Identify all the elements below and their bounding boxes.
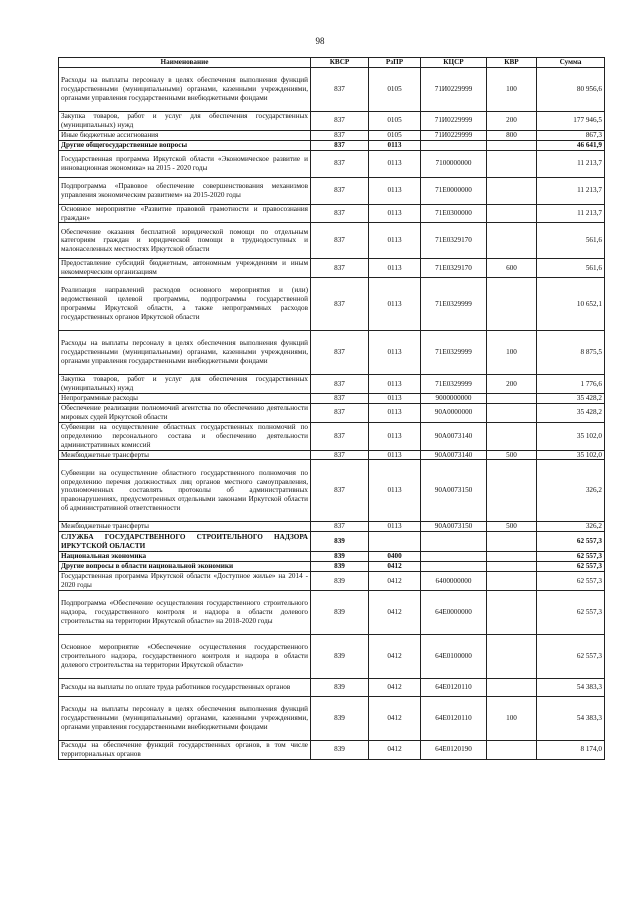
table-row [59,532,605,552]
cell-kvsr: 837 [311,403,369,422]
cell-rzpr: 0412 [369,634,421,678]
cell-kvr: 500 [487,450,537,460]
cell-kcsr: 9000000000 [421,394,487,404]
table-row [59,572,605,591]
cell-sum: 62 557,3 [537,562,605,572]
cell-kvr: 100 [487,331,537,375]
cell-sum: 11 213,7 [537,204,605,223]
table-row [59,450,605,460]
cell-kvr [487,590,537,634]
table-row [59,422,605,450]
cell-kcsr: 71Е0329170 [421,223,487,259]
cell-sum: 326,2 [537,460,605,522]
cell-kvsr: 837 [311,68,369,112]
cell-rzpr: 0113 [369,375,421,394]
cell-rzpr: 0113 [369,403,421,422]
cell-kvsr: 839 [311,590,369,634]
cell-kvsr: 837 [311,450,369,460]
cell-kvsr: 837 [311,150,369,177]
table-row [59,223,605,259]
table-row [59,634,605,678]
cell-kcsr: 7100000000 [421,150,487,177]
cell-name: Субвенции на осуществление областного государственного полномочия по определению перечня должностных лиц органов местного самоуправления, уполномоченных составлять протоколы об административных правонарушениях, предусмотренных отдельными законами Иркутской области об административной ответственности [59,460,311,522]
cell-kvsr: 837 [311,177,369,204]
cell-sum: 46 641,9 [537,140,605,150]
cell-name: Иные бюджетные ассигнования [59,130,311,140]
cell-rzpr: 0105 [369,112,421,131]
cell-kvr [487,140,537,150]
cell-name: Межбюджетные трансферты [59,522,311,532]
cell-kcsr: 90А0073150 [421,460,487,522]
cell-name: Национальная экономика [59,552,311,562]
cell-kvsr: 839 [311,572,369,591]
table-row [59,375,605,394]
cell-kcsr: 90А0000000 [421,403,487,422]
cell-kcsr: 64Е0120110 [421,696,487,740]
cell-kcsr: 71Е0300000 [421,204,487,223]
cell-sum: 62 557,3 [537,572,605,591]
cell-kvr [487,394,537,404]
cell-name: Другие общегосударственные вопросы [59,140,311,150]
table-row [59,68,605,112]
cell-kvr: 600 [487,259,537,278]
cell-name: Обеспечение реализации полномочий агентства по обеспечению деятельности мировых судей Иркутской области [59,403,311,422]
cell-kcsr: 6400000000 [421,572,487,591]
table-row [59,696,605,740]
cell-name: Закупка товаров, работ и услуг для обеспечения государственных (муниципальных) нужд [59,112,311,131]
cell-kvsr: 837 [311,422,369,450]
cell-name: Расходы на обеспечение функций государственных органов, в том числе территориальных органов [59,740,311,759]
cell-rzpr: 0113 [369,223,421,259]
cell-name: Обеспечение оказания бесплатной юридической помощи по отдельным категориям граждан и юридической помощи в труднодоступных и малонаселенных местностях Иркутской области [59,223,311,259]
cell-kvr [487,177,537,204]
cell-kvr: 100 [487,68,537,112]
cell-name: Подпрограмма «Обеспечение осуществления государственного строительного надзора, государственного контроля и надзора в области долевого строительства на территории Иркутской области» на 2018-2020 годы [59,590,311,634]
table-header-row [59,58,605,68]
cell-rzpr: 0113 [369,422,421,450]
table-row [59,403,605,422]
cell-kcsr: 71Е0329999 [421,278,487,331]
cell-kvsr: 839 [311,678,369,696]
cell-kvsr: 837 [311,331,369,375]
cell-kvsr: 837 [311,394,369,404]
cell-sum: 62 557,3 [537,552,605,562]
cell-kvr [487,204,537,223]
table-row [59,130,605,140]
col-header-kvsr: КВСР [311,58,369,68]
col-header-name: Наименование [59,58,311,68]
cell-name: Расходы на выплаты по оплате труда работников государственных органов [59,678,311,696]
cell-kvr [487,278,537,331]
cell-name: Реализация направлений расходов основного мероприятия и (или) ведомственной целевой программы, подпрограммы государственной программы Иркутской области, а также непрограммных расходов государственных органов Иркутской области [59,278,311,331]
cell-rzpr: 0113 [369,204,421,223]
cell-kcsr [421,562,487,572]
cell-name: Предоставление субсидий бюджетным, автономным учреждениям и иным некоммерческим организациям [59,259,311,278]
cell-kvr [487,460,537,522]
cell-kvr: 200 [487,375,537,394]
cell-rzpr: 0412 [369,696,421,740]
table-row [59,140,605,150]
cell-name: Основное мероприятие «Обеспечение осуществления государственного строительного надзора, государственного контроля и надзора в области долевого строительства на территории Иркутской области» [59,634,311,678]
table-row [59,590,605,634]
cell-kcsr [421,552,487,562]
cell-kcsr: 90А0073140 [421,422,487,450]
cell-kvr [487,552,537,562]
cell-rzpr: 0113 [369,150,421,177]
cell-kcsr: 71Е0329170 [421,259,487,278]
table-row [59,177,605,204]
cell-kvsr: 839 [311,562,369,572]
cell-kvsr: 837 [311,259,369,278]
cell-name: Основное мероприятие «Развитие правовой грамотности и правосознания граждан» [59,204,311,223]
cell-rzpr: 0113 [369,460,421,522]
cell-sum: 62 557,3 [537,590,605,634]
cell-kvsr: 837 [311,278,369,331]
cell-name: Расходы на выплаты персоналу в целях обеспечения выполнения функций государственными (муниципальными) органами, казенными учреждениями, органами управления государственными внебюджетными фондами [59,696,311,740]
budget-table [58,57,605,760]
col-header-sum: Сумма [537,58,605,68]
cell-rzpr: 0412 [369,678,421,696]
cell-rzpr [369,532,421,552]
cell-sum: 8 875,5 [537,331,605,375]
cell-sum: 80 956,6 [537,68,605,112]
cell-kcsr: 71И0229999 [421,130,487,140]
table-row [59,150,605,177]
page-number: 98 [315,36,325,46]
cell-sum: 326,2 [537,522,605,532]
cell-kvr [487,634,537,678]
cell-name: Государственная программа Иркутской области «Доступное жилье» на 2014 - 2020 годы [59,572,311,591]
cell-sum: 11 213,7 [537,177,605,204]
cell-kcsr: 71И0229999 [421,112,487,131]
col-header-kvr: КВР [487,58,537,68]
cell-kvsr: 837 [311,130,369,140]
cell-rzpr: 0113 [369,450,421,460]
cell-kvr [487,740,537,759]
cell-rzpr: 0412 [369,572,421,591]
cell-kvr [487,678,537,696]
cell-kcsr [421,140,487,150]
cell-rzpr: 0400 [369,552,421,562]
cell-name: Расходы на выплаты персоналу в целях обеспечения выполнения функций государственными (муниципальными) органами, казенными учреждениями, органами управления государственными внебюджетными фондами [59,68,311,112]
table-row [59,394,605,404]
cell-kcsr: 64Е0100000 [421,634,487,678]
cell-kvsr: 837 [311,112,369,131]
cell-rzpr: 0412 [369,562,421,572]
col-header-rzpr: РзПР [369,58,421,68]
cell-rzpr: 0113 [369,177,421,204]
cell-kvr [487,572,537,591]
cell-sum: 54 383,3 [537,678,605,696]
cell-kcsr: 71Е0329999 [421,331,487,375]
cell-kvr [487,422,537,450]
table-row [59,562,605,572]
cell-kvr: 200 [487,112,537,131]
cell-name: Подпрограмма «Правовое обеспечение совершенствования механизмов управления экономическим развитием» на 2015-2020 годы [59,177,311,204]
cell-name: Непрограммные расходы [59,394,311,404]
col-header-kcsr: КЦСР [421,58,487,68]
cell-sum: 8 174,0 [537,740,605,759]
cell-kvsr: 839 [311,634,369,678]
cell-rzpr: 0412 [369,590,421,634]
cell-sum: 62 557,3 [537,634,605,678]
cell-kcsr: 71И0229999 [421,68,487,112]
cell-kvsr: 837 [311,522,369,532]
cell-kvr: 100 [487,696,537,740]
cell-kcsr: 71Е0329999 [421,375,487,394]
cell-kvsr: 839 [311,696,369,740]
cell-sum: 10 652,1 [537,278,605,331]
cell-sum: 11 213,7 [537,150,605,177]
cell-kcsr: 64Е0000000 [421,590,487,634]
cell-name: Расходы на выплаты персоналу в целях обеспечения выполнения функций государственными (муниципальными) органами, казенными учреждениями, органами управления государственными внебюджетными фондами [59,331,311,375]
cell-kcsr: 64Е0120110 [421,678,487,696]
cell-sum: 1 776,6 [537,375,605,394]
cell-rzpr: 0412 [369,740,421,759]
cell-rzpr: 0113 [369,394,421,404]
cell-kcsr: 71Е0000000 [421,177,487,204]
table-row [59,112,605,131]
cell-name: Государственная программа Иркутской области «Экономическое развитие и инновационная экономика» на 2015 - 2020 годы [59,150,311,177]
cell-kvr: 500 [487,522,537,532]
cell-name: Субвенции на осуществление областных государственных полномочий по определению персонального состава и обеспечению деятельности административных комиссий [59,422,311,450]
table-row [59,259,605,278]
cell-name: Межбюджетные трансферты [59,450,311,460]
cell-sum: 561,6 [537,223,605,259]
cell-kvr [487,562,537,572]
cell-rzpr: 0113 [369,331,421,375]
cell-sum: 867,3 [537,130,605,140]
cell-kcsr: 90А0073140 [421,450,487,460]
table-row [59,204,605,223]
cell-sum: 35 428,2 [537,394,605,404]
cell-sum: 35 102,0 [537,450,605,460]
table-row [59,278,605,331]
cell-kcsr: 90А0073150 [421,522,487,532]
table-row [59,331,605,375]
cell-rzpr: 0113 [369,522,421,532]
table-row [59,678,605,696]
cell-kvsr: 837 [311,460,369,522]
cell-name: Другие вопросы в области национальной экономики [59,562,311,572]
table-row [59,460,605,522]
cell-rzpr: 0113 [369,259,421,278]
cell-kvsr: 837 [311,223,369,259]
cell-sum: 62 557,3 [537,532,605,552]
cell-rzpr: 0113 [369,278,421,331]
cell-kvsr: 837 [311,204,369,223]
cell-kvsr: 839 [311,532,369,552]
table-row [59,740,605,759]
cell-sum: 35 102,0 [537,422,605,450]
table-row [59,522,605,532]
cell-kvr [487,223,537,259]
cell-rzpr: 0113 [369,140,421,150]
cell-kvr: 800 [487,130,537,140]
cell-kvsr: 839 [311,552,369,562]
cell-sum: 177 946,5 [537,112,605,131]
cell-sum: 54 383,3 [537,696,605,740]
cell-kvr [487,403,537,422]
cell-kcsr: 64Е0120190 [421,740,487,759]
cell-sum: 35 428,2 [537,403,605,422]
cell-kvsr: 837 [311,140,369,150]
cell-kvr [487,150,537,177]
cell-kvsr: 839 [311,740,369,759]
cell-kvsr: 837 [311,375,369,394]
cell-rzpr: 0105 [369,68,421,112]
cell-kvr [487,532,537,552]
cell-name: Закупка товаров, работ и услуг для обеспечения государственных (муниципальных) нужд [59,375,311,394]
cell-rzpr: 0105 [369,130,421,140]
cell-sum: 561,6 [537,259,605,278]
cell-kcsr [421,532,487,552]
cell-name: СЛУЖБА ГОСУДАРСТВЕННОГО СТРОИТЕЛЬНОГО НАДЗОРА ИРКУТСКОЙ ОБЛАСТИ [59,532,311,552]
table-row [59,552,605,562]
